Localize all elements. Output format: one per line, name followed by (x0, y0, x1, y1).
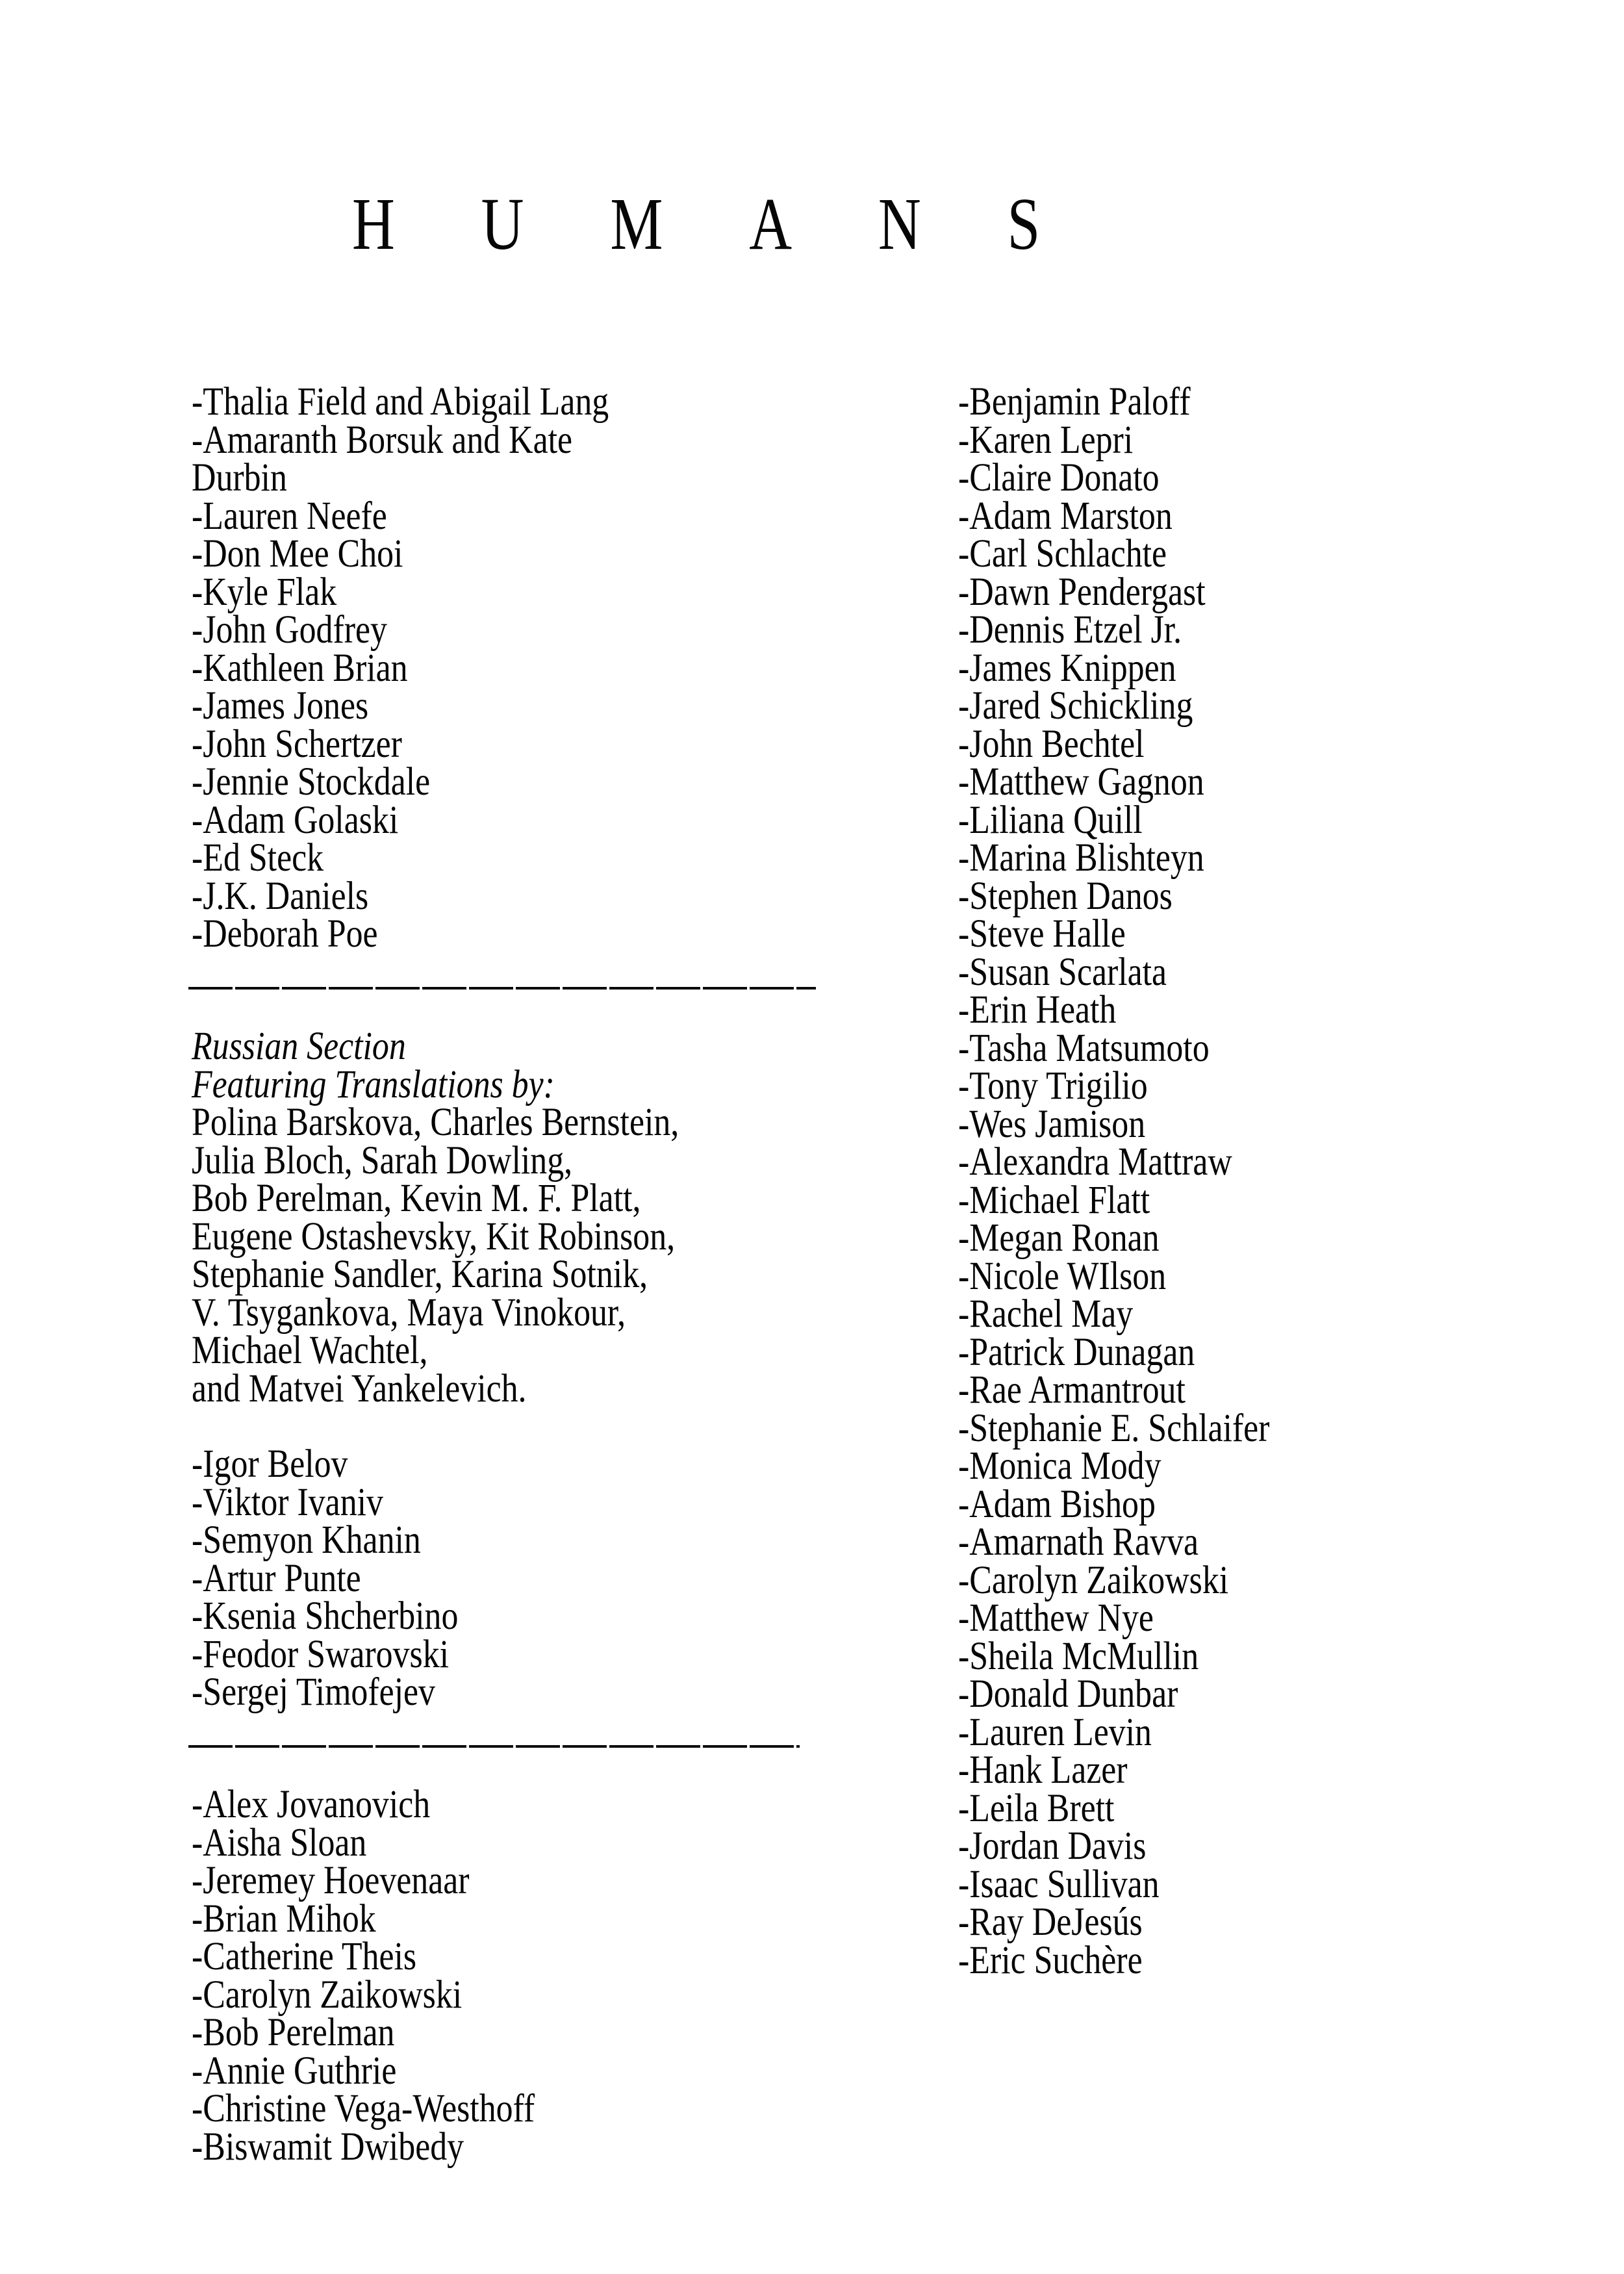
list-item: -Hank Lazer (958, 1748, 1128, 1792)
list-item: Polina Barskova, Charles Bernstein, (192, 1101, 679, 1144)
list-item: -Jared Schickling (958, 684, 1193, 728)
list-item: -Nicole WIlson (958, 1254, 1167, 1298)
list-item: -Liliana Quill (958, 798, 1143, 842)
russian-section-translators (192, 1101, 679, 1411)
list-item: -Tony Trigilio (958, 1064, 1148, 1108)
list-item: -Tasha Matsumoto (958, 1026, 1210, 1070)
list-item: -Steve Halle (958, 912, 1126, 956)
list-item: -Michael Flatt (958, 1178, 1150, 1222)
list-item: -Leila Brett (958, 1786, 1115, 1830)
russian-section (192, 1025, 679, 1411)
list-item: -Artur Punte (192, 1556, 361, 1600)
russian-poet-list (192, 1442, 459, 1714)
list-item: -Adam Marston (958, 494, 1173, 538)
list-item: -Alexandra Mattraw (958, 1140, 1232, 1184)
list-item: Julia Bloch, Sarah Dowling, (192, 1138, 573, 1182)
list-item: -Monica Mody (958, 1444, 1161, 1488)
list-item: -Carl Schlachte (958, 532, 1167, 576)
list-item: -Rae Armantrout (958, 1368, 1186, 1412)
list-item: -Ed Steck (192, 836, 324, 880)
list-item: Stephanie Sandler, Karina Sotnik, (192, 1253, 648, 1296)
list-item: -Eric Suchère (958, 1938, 1143, 1982)
list-item: -Aisha Sloan (192, 1820, 367, 1865)
list-item: -Biswamit Dwibedy (192, 2125, 464, 2169)
list-item: -Jordan Davis (958, 1824, 1147, 1868)
list-item: -Semyon Khanin (192, 1518, 421, 1562)
list-item: -Ksenia Shcherbino (192, 1594, 459, 1638)
list-item: -Donald Dunbar (958, 1672, 1178, 1716)
list-item: -John Schertzer (192, 722, 402, 766)
list-item: -Jennie Stockdale (192, 760, 431, 804)
list-item: -Lauren Neefe (192, 494, 387, 538)
list-item: -Matthew Gagnon (958, 760, 1204, 804)
list-item: Eugene Ostashevsky, Kit Robinson, (192, 1214, 676, 1258)
list-item: Featuring Translations by: (192, 1062, 555, 1106)
list-item: -Susan Scarlata (958, 950, 1167, 994)
list-item: and Matvei Yankelevich. (192, 1366, 527, 1411)
list-item: -Deborah Poe (192, 912, 378, 956)
list-item: -John Bechtel (958, 722, 1145, 766)
list-item: -Marina Blishteyn (958, 836, 1204, 880)
list-item: -Lauren Levin (958, 1710, 1152, 1754)
list-item: -Viktor Ivaniv (192, 1480, 383, 1524)
list-item: -Sergej Timofejev (192, 1670, 435, 1714)
list-item: V. Tsygankova, Maya Vinokour, (192, 1290, 626, 1335)
list-item: -John Godfrey (192, 608, 387, 652)
list-item: -Stephen Danos (958, 874, 1173, 918)
list-item: -Claire Donato (958, 456, 1160, 500)
russian-section-heading (192, 1025, 679, 1106)
list-item: Durbin (192, 456, 287, 500)
list-item: -Dawn Pendergast (958, 570, 1206, 614)
list-item: -Erin Heath (958, 988, 1117, 1032)
list-item: -Dennis Etzel Jr. (958, 608, 1182, 652)
contributor-list-1 (192, 380, 609, 956)
list-item: -Carolyn Zaikowski (958, 1558, 1229, 1602)
list-item: -Kyle Flak (192, 570, 337, 614)
list-item: -Amarnath Ravva (958, 1520, 1199, 1564)
list-item: -Brian Mihok (192, 1897, 376, 1941)
list-item: -James Jones (192, 684, 369, 728)
list-item: -Benjamin Paloff (958, 380, 1191, 424)
list-item: -Amaranth Borsuk and Kate (192, 418, 573, 462)
list-item: -Rachel May (958, 1292, 1134, 1336)
contributor-list-right (958, 380, 1270, 1982)
list-item: -Igor Belov (192, 1442, 348, 1486)
list-item: -Isaac Sullivan (958, 1862, 1160, 1906)
list-item: -Annie Guthrie (192, 2049, 397, 2093)
divider-line-1 (188, 987, 816, 990)
list-item: Michael Wachtel, (192, 1329, 428, 1372)
list-item: -Bob Perelman (192, 2011, 395, 2054)
list-item: -Feodor Swarovski (192, 1632, 450, 1676)
list-item: -James Knippen (958, 646, 1176, 690)
list-item: -Don Mee Choi (192, 532, 403, 576)
list-item: -Catherine Theis (192, 1935, 417, 1978)
list-item: -Christine Vega-Westhoff (192, 2087, 535, 2130)
list-item: -Adam Golaski (192, 798, 399, 842)
list-item: -Carolyn Zaikowski (192, 1973, 463, 2017)
list-item: -Megan Ronan (958, 1216, 1160, 1260)
list-item: -Stephanie E. Schlaifer (958, 1406, 1270, 1450)
list-item: -Sheila McMullin (958, 1634, 1199, 1678)
list-item: -Adam Bishop (958, 1482, 1156, 1526)
list-item: -Jeremey Hoevenaar (192, 1859, 470, 1902)
page-title: HUMANS (352, 183, 1127, 265)
list-item: -J.K. Daniels (192, 874, 369, 918)
list-item: -Matthew Nye (958, 1596, 1154, 1640)
list-item: Russian Section (192, 1025, 406, 1068)
list-item: -Patrick Dunagan (958, 1330, 1195, 1374)
contributor-list-2 (192, 1783, 535, 2169)
divider-line-2 (188, 1745, 800, 1748)
list-item: -Wes Jamison (958, 1102, 1146, 1146)
list-item: -Thalia Field and Abigail Lang (192, 380, 609, 424)
list-item: -Alex Jovanovich (192, 1783, 431, 1826)
list-item: -Karen Lepri (958, 418, 1134, 462)
list-item: -Ray DeJesús (958, 1900, 1143, 1944)
list-item: -Kathleen Brian (192, 646, 408, 690)
list-item: Bob Perelman, Kevin M. F. Platt, (192, 1177, 641, 1220)
